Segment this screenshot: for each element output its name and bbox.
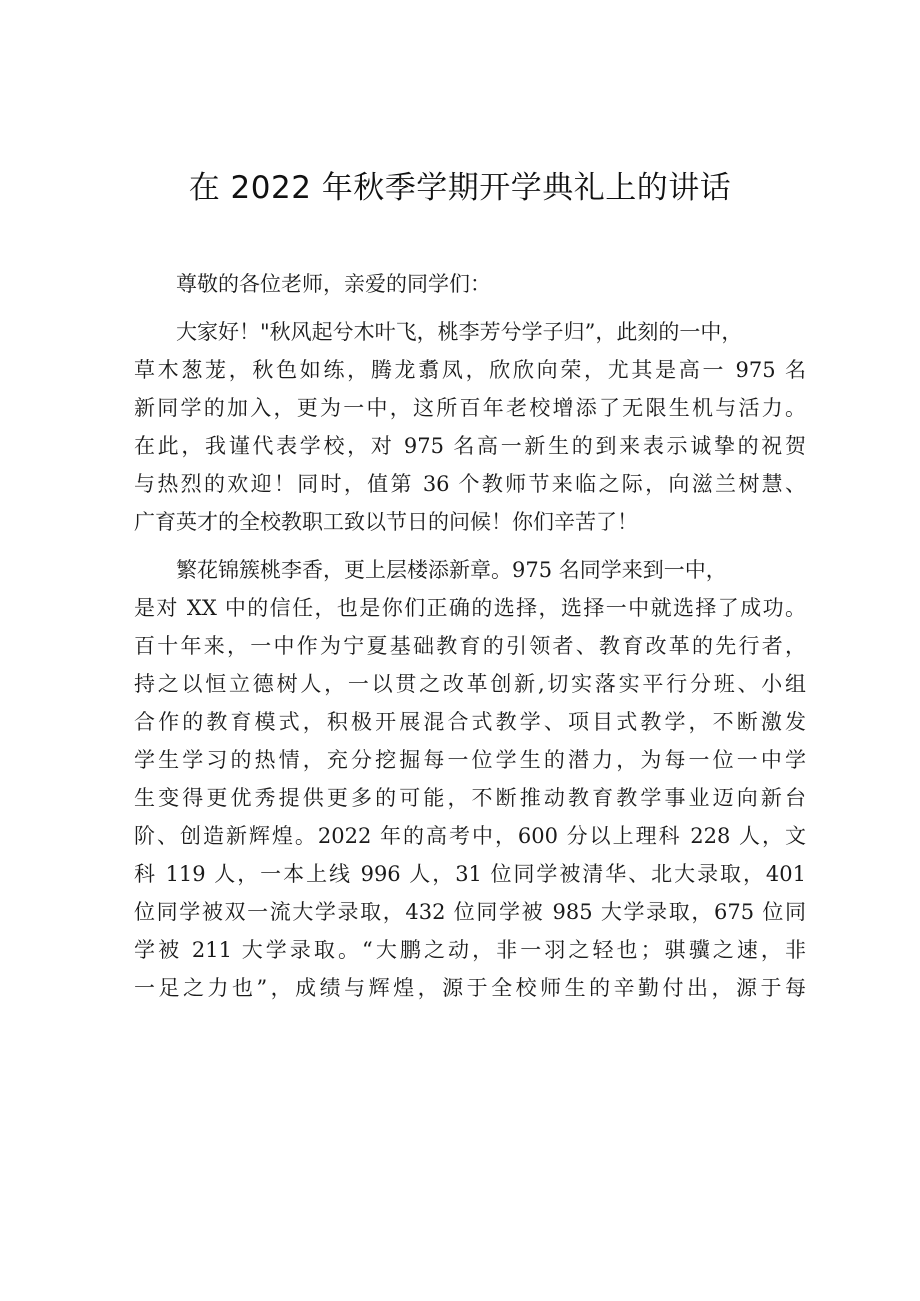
paragraph-line: 在此，我谨代表学校，对 975 名高一新生的到来表示诚挚的祝贺 <box>134 434 806 458</box>
paragraph-line: 大家好！"秋风起兮木叶飞，桃李芳兮学子归”，此刻的一中， <box>176 320 743 344</box>
paragraph-line: 百十年来，一中作为宁夏基础教育的引领者、教育改革的先行者， <box>134 634 806 658</box>
paragraph-line: 与热烈的欢迎！同时，值第 36 个教师节来临之际，向滋兰树慧、 <box>134 472 806 496</box>
paragraph-1 <box>134 313 806 541</box>
paragraph-line: 持之以恒立德树人，一以贯之改革创新,切实落实平行分班、小组 <box>134 672 806 696</box>
paragraph-line: 生变得更优秀提供更多的可能，不断推动教育教学事业迈向新台 <box>134 786 806 810</box>
paragraph-2 <box>134 551 806 1007</box>
paragraph-gap <box>134 303 806 313</box>
paragraph-line: 学生学习的热情，充分挖掘每一位学生的潜力，为每一位一中学 <box>134 748 806 772</box>
paragraph-line: 位同学被双一流大学录取，432 位同学被 985 大学录取，675 位同 <box>134 900 806 924</box>
paragraph-line: 科 119 人，一本上线 996 人，31 位同学被清华、北大录取，401 <box>134 862 806 886</box>
paragraph-line: 新同学的加入，更为一中，这所百年老校增添了无限生机与活力。 <box>134 396 806 420</box>
paragraph-line: 广育英才的全校教职工致以节日的问候！你们辛苦了！ <box>134 510 638 534</box>
document-body <box>134 265 806 1007</box>
paragraph-line: 繁花锦簇桃李香，更上层楼添新章。975 名同学来到一中， <box>176 558 727 582</box>
salutation: 尊敬的各位老师，亲爱的同学们： <box>176 272 491 296</box>
paragraph-line: 合作的教育模式，积极开展混合式教学、项目式教学，不断激发 <box>134 710 806 734</box>
document-title: 在 2022 年秋季学期开学典礼上的讲话 <box>188 170 732 206</box>
paragraph-gap <box>134 541 806 551</box>
paragraph-line: 一足之力也”，成绩与辉煌，源于全校师生的辛勤付出，源于每 <box>134 976 806 1000</box>
paragraph-line: 阶、创造新辉煌。2022 年的高考中，600 分以上理科 228 人，文 <box>134 824 806 848</box>
paragraph-line: 草木葱茏，秋色如练，腾龙翥凤，欣欣向荣，尤其是高一 975 名 <box>134 358 806 382</box>
paragraph-line: 是对 XX 中的信任，也是你们正确的选择，选择一中就选择了成功。 <box>134 596 806 620</box>
paragraph-line: 学被 211 大学录取。“大鹏之动，非一羽之轻也；骐骥之速，非 <box>134 938 806 962</box>
